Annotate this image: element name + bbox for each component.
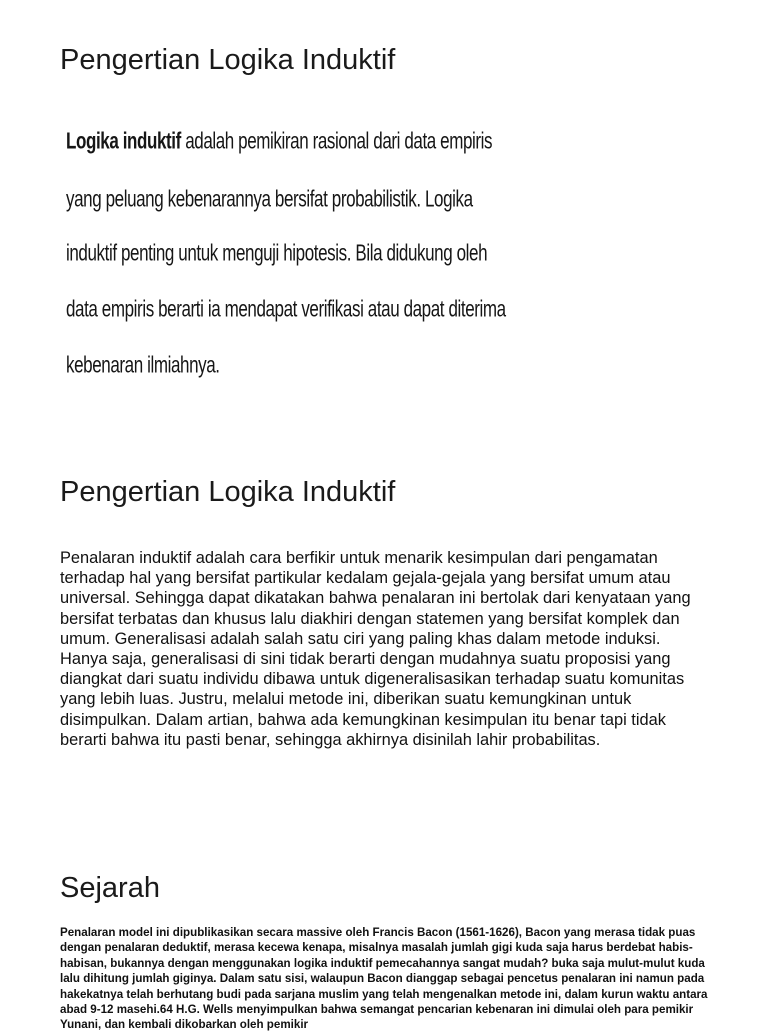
scan-line-3: induktif penting untuk menguji hipotesis. Bila didukung oleh [66, 240, 488, 266]
section-title-2: Pengertian Logika Induktif [60, 476, 396, 508]
section-title-1: Pengertian Logika Induktif [60, 44, 396, 76]
section-body-2: Penalaran induktif adalah cara berfikir untuk menarik kesimpulan dari pengamatan terhadap hal yang bersifat partikular kedalam gejala-gejala yang bersifat umum atau universal. Sehingga dapat dikatakan bahwa penalaran ini bertolak dari kenyataan yang bersifat terbatas dan khusus lalu diakhiri dengan statemen yang bersifat komplek dan umum. Generalisasi adalah salah satu ciri yang paling khas dalam metode induksi. Hanya saja, generalisasi di sini tidak berarti dengan mudahnya suatu proposisi yang diangkat dari suatu individu dibawa untuk digeneralisasikan terhadap suatu komunitas yang lebih luas. Justru, melalui metode ini, diberikan suatu kemungkinan untuk disimpulkan. Dalam artian, bahwa ada kemungkinan kesimpulan itu benar tapi tidak berarti bahwa itu pasti benar, sehingga akhirnya disinilah lahir probabilitas. [60, 549, 691, 749]
scan-line-1: Logika induktif adalah pemikiran rasional dari data empiris [66, 128, 493, 154]
scan-line-4: data empiris berarti ia mendapat verifikasi atau dapat diterima [66, 296, 506, 322]
scan-line-5: kebenaran ilmiahnya. [66, 352, 220, 378]
scanned-text-image [62, 118, 506, 393]
section-title-3: Sejarah [60, 872, 160, 904]
scan-line-2: yang peluang kebenarannya bersifat probabilistik. Logika [66, 186, 473, 212]
section-body-3: Penalaran model ini dipublikasikan secara massive oleh Francis Bacon (1561-1626), Bacon yang merasa tidak puas dengan penalaran deduktif, merasa kecewa kenapa, misalnya masalah jumlah gigi kuda saja harus berdebat habis-habisan, bukannya dengan menggunakan logika induktif pemecahannya sangat mudah? buka saja mulut-mulut kuda lalu dihitung jumlah giginya. Dalam satu sisi, walaupun Bacon dianggap sebagai pencetus penalaran ini namun pada hakekatnya telah berhutang budi pada sarjana muslim yang telah mengenalkan metode ini, dalam kurun waktu antara abad 9-12 masehi.64 H.G. Wells menyimpulkan bahwa semangat pencarian kebenaran ini dimulai oleh para pemikir Yunani, dan kembali dikobarkan oleh pemikir [60, 926, 708, 1032]
